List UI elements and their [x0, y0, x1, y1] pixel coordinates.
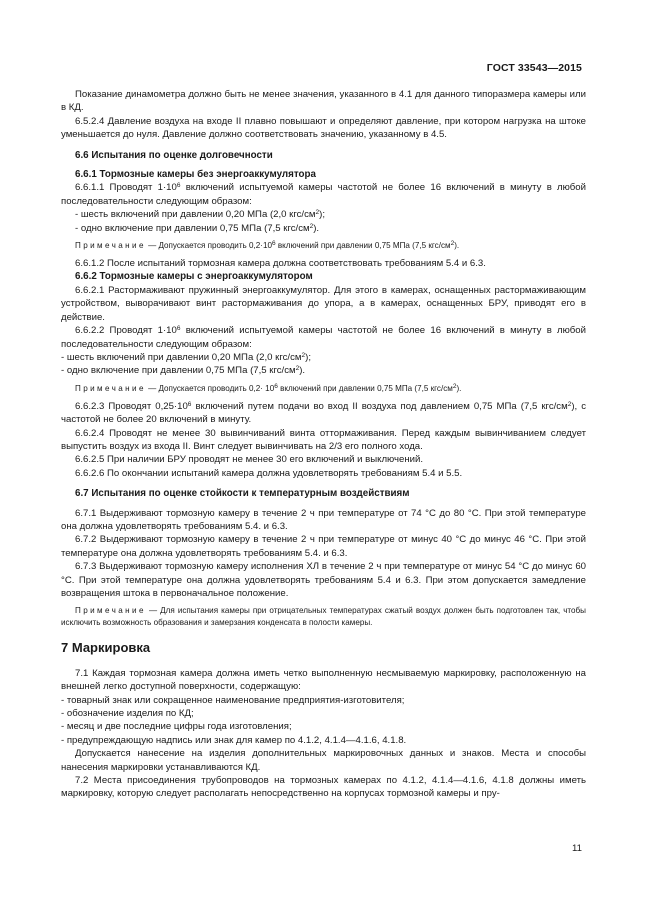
paragraph-6-6-2-2: 6.6.2.2 Проводят $1\cdot 10^6$ включений испытуемой камеры частотой не более 16 включений в минуту в любой последовательности следующим образом:: [61, 325, 586, 350]
list-item: - одно включение при давлении 0,75 МПа (7,5 кгс/$см^2$).: [75, 222, 320, 234]
note: Примечание — Допускается проводить $0,2\cdot 10^6$ включений при давлении 0,75 МПа (7,5 кгс/$см^2$).: [75, 240, 460, 251]
note: Примечание — Допускается проводить $0,2\cdot 10^6$ включений при давлении 0,75 МПа (7,5 кгс/$см^2$).: [75, 382, 462, 393]
paragraph-6-7-3: 6.7.3 Выдерживают тормозную камеру исполнения ХЛ в течение 2 ч при температуре от минус 54 °С до минус 60 °С. При этой температуре она должна удовлетворять требованиям 5.4 и 6.3. При этом допускается замедление возвращения штока в первоначальное положение.: [61, 561, 586, 599]
paragraph-6-7-1: 6.7.1 Выдерживают тормозную камеру в течение 2 ч при температуре от 74 °С до 80 °С. При этой температуре она должна удовлетворять требованиям 5.4. и 6.3.: [61, 507, 586, 532]
paragraph-6-6-2-5: 6.6.2.5 При наличии БРУ проводят не менее 30 его включений и выключений.: [75, 454, 424, 466]
list-item: - одно включение при давлении 0,75 МПа (7,5 кгс/$см^2$).: [61, 365, 306, 377]
list-item: - товарный знак или сокращенное наименование предприятия-изготовителя;: [61, 694, 405, 706]
list-item: - шесть включений при давлении 0,20 МПа (2,0 кгс/$см^2$);: [61, 351, 311, 363]
list-item: - месяц и две последние цифры года изготовления;: [61, 721, 292, 733]
list-item: - шесть включений при давлении 0,20 МПа (2,0 кгс/$см^2$);: [75, 209, 325, 221]
list-item: - предупреждающую надпись или знак для камер по 4.1.2, 4.1.4—4.1.6, 4.1.8.: [61, 734, 407, 746]
heading-7: 7 Маркировка: [61, 640, 151, 656]
paragraph-6-6-2-1: 6.6.2.1 Растормаживают пружинный энергоаккумулятор. Для этого в камерах, оснащенных растормаживающим устройством, выворачивают винт растормаживания до упора, а в камерах, оснащенных БРУ, приводят его в действие.: [61, 284, 586, 323]
paragraph-6-6-2-6: 6.6.2.6 По окончании испытаний камера должна удовлетворять требованиям 5.4 и 5.5.: [75, 467, 463, 479]
heading-6-6-1: 6.6.1 Тормозные камеры без энергоаккумулятора: [75, 169, 316, 181]
paragraph-7-2: 7.2 Места присоединения трубопроводов на тормозных камерах по 4.1.2, 4.1.4—4.1.6, 4.1.8 должны иметь маркировку, которую следует располагать непосредственно на корпусах тормозной камеры и пру-: [61, 775, 586, 800]
list-item: - обозначение изделия по КД;: [61, 708, 194, 720]
heading-6-7: 6.7 Испытания по оценке стойкости к температурным воздействиям: [75, 488, 410, 500]
paragraph-6-7-2: 6.7.2 Выдерживают тормозную камеру в течение 2 ч при температуре от минус 40 °С до минус 46 °С. При этой температуре она должна удовлетворять требованиям 5.4. и 6.3.: [61, 534, 586, 559]
heading-6-6: 6.6 Испытания по оценке долговечности: [75, 149, 273, 161]
page-number: 11: [572, 843, 582, 854]
paragraph-6-6-1-1: 6.6.1.1 Проводят $1\cdot 10^6$ включений испытуемой камеры частотой не более 16 включений в минуту в любой последовательности следующим образом:: [61, 182, 586, 207]
paragraph-7-1: 7.1 Каждая тормозная камера должна иметь четко выполненную несмываемую маркировку, расположенную на внешней легко доступной поверхности, содержащую:: [61, 667, 586, 693]
paragraph: Показание динамометра должно быть не менее значения, указанного в 4.1 для данного типоразмера камеры или в КД.: [61, 89, 586, 114]
paragraph-6-6-2-3: 6.6.2.3 Проводят $0,25\cdot 10^6$ включений путем подачи во вход II воздуха под давлением 0,75 МПа (7,5 кгс/$см^2$), с частотой не более 20 включений в минуту.: [61, 400, 586, 426]
paragraph-6-6-1-2: 6.6.1.2 После испытаний тормозная камера должна соответствовать требованиям 5.4 и 6.3.: [75, 258, 486, 270]
note: Примечание — Для испытания камеры при отрицательных температурах сжатый воздух должен быть подготовлен так, чтобы исключить возможность образования и замерзания конденсата в полости камеры.: [61, 606, 586, 628]
paragraph: Допускается нанесение на изделия дополнительных маркировочных данных и знаков. Места и способы нанесения маркировки устанавливаются КД.: [61, 748, 586, 773]
paragraph-6-5-2-4: 6.5.2.4 Давление воздуха на входе II плавно повышают и определяют давление, при котором нагрузка на штоке уменьшается до нуля. Давление должно соответствовать значению, указанному в 4.5.: [61, 115, 586, 141]
document-code-header: ГОСТ 33543—2015: [486, 62, 582, 74]
page-content: [61, 88, 586, 801]
heading-6-6-2: 6.6.2 Тормозные камеры с энергоаккумулятором: [75, 271, 313, 283]
paragraph-6-6-2-4: 6.6.2.4 Проводят не менее 30 вывинчиваний винта оттормаживания. Перед каждым вывинчиванием следует выпустить воздух из входа II. Винт следует вывинчивать на 2/3 его полного хода.: [61, 427, 586, 452]
